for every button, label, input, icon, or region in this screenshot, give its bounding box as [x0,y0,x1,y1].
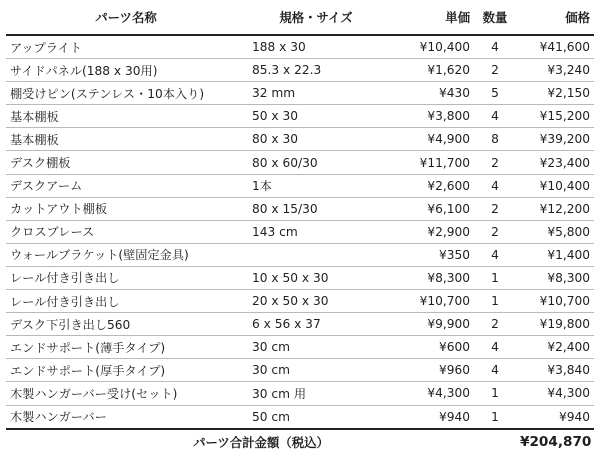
row-quantity: 1 [474,382,516,405]
table-row [6,313,594,336]
row-spec-size: 85.3 x 22.3 [246,59,386,82]
row-unit-price: ¥1,620 [386,59,474,82]
table-row [6,382,594,405]
row-price: ¥39,200 [516,128,594,151]
row-price: ¥3,840 [516,359,594,382]
row-spec-size: 80 x 15/30 [246,197,386,220]
row-spec-size: 30 cm 用 [246,382,386,405]
parts-table-header [6,0,594,35]
table-row [6,174,594,197]
table-row [6,59,594,82]
summary-row [6,429,594,454]
row-quantity: 8 [474,128,516,151]
header-spec-size: 規格・サイズ [246,0,386,35]
row-part-name: サイドパネル(188 x 30用) [6,59,246,82]
table-row [6,359,594,382]
row-price: ¥41,600 [516,35,594,59]
header-price: 価格 [516,0,594,35]
row-part-name: エンドサポート(厚手タイプ) [6,359,246,382]
row-part-name: クロスブレース [6,220,246,243]
row-unit-price: ¥600 [386,336,474,359]
row-price: ¥4,300 [516,382,594,405]
table-row [6,290,594,313]
row-part-name: デスクアーム [6,174,246,197]
row-quantity: 1 [474,405,516,429]
row-unit-price: ¥11,700 [386,151,474,174]
row-unit-price: ¥8,300 [386,266,474,289]
row-quantity: 2 [474,220,516,243]
row-unit-price: ¥2,600 [386,174,474,197]
parts-table-body [6,35,594,454]
row-part-name: レール付き引き出し [6,266,246,289]
row-spec-size: 10 x 50 x 30 [246,266,386,289]
table-row [6,105,594,128]
row-part-name: カットアウト棚板 [6,197,246,220]
row-spec-size: 1本 [246,174,386,197]
row-price: ¥10,700 [516,290,594,313]
table-row [6,243,594,266]
row-spec-size [246,243,386,266]
row-price: ¥5,800 [516,220,594,243]
row-part-name: レール付き引き出し [6,290,246,313]
row-unit-price: ¥4,900 [386,128,474,151]
row-price: ¥2,400 [516,336,594,359]
row-unit-price: ¥10,400 [386,35,474,59]
row-quantity: 4 [474,105,516,128]
row-quantity: 4 [474,336,516,359]
table-row [6,35,594,59]
row-part-name: 基本棚板 [6,105,246,128]
row-quantity: 4 [474,359,516,382]
summary-label: パーツ合計金額（税込） [6,429,516,454]
parts-table [6,0,594,454]
row-spec-size: 6 x 56 x 37 [246,313,386,336]
table-row [6,336,594,359]
row-quantity: 1 [474,266,516,289]
summary-total-value: ¥204,870 [516,429,594,454]
row-spec-size: 30 cm [246,359,386,382]
row-unit-price: ¥2,900 [386,220,474,243]
row-quantity: 2 [474,59,516,82]
row-spec-size: 32 mm [246,82,386,105]
row-unit-price: ¥3,800 [386,105,474,128]
row-quantity: 2 [474,313,516,336]
header-quantity: 数量 [474,0,516,35]
row-part-name: 木製ハンガーバー受け(セット) [6,382,246,405]
row-part-name: ウォールブラケット(壁固定金具) [6,243,246,266]
row-price: ¥23,400 [516,151,594,174]
header-row [6,0,594,35]
row-unit-price: ¥940 [386,405,474,429]
row-spec-size: 188 x 30 [246,35,386,59]
row-spec-size: 80 x 60/30 [246,151,386,174]
row-price: ¥10,400 [516,174,594,197]
row-price: ¥12,200 [516,197,594,220]
row-price: ¥8,300 [516,266,594,289]
table-row [6,266,594,289]
row-part-name: デスク下引き出し560 [6,313,246,336]
row-spec-size: 20 x 50 x 30 [246,290,386,313]
row-spec-size: 80 x 30 [246,128,386,151]
table-row [6,151,594,174]
table-row [6,82,594,105]
row-spec-size: 143 cm [246,220,386,243]
row-price: ¥1,400 [516,243,594,266]
table-row [6,128,594,151]
row-spec-size: 30 cm [246,336,386,359]
row-part-name: アップライト [6,35,246,59]
table-row [6,405,594,429]
row-part-name: 基本棚板 [6,128,246,151]
row-unit-price: ¥6,100 [386,197,474,220]
table-row [6,197,594,220]
row-price: ¥15,200 [516,105,594,128]
row-unit-price: ¥9,900 [386,313,474,336]
row-part-name: エンドサポート(薄手タイプ) [6,336,246,359]
row-unit-price: ¥960 [386,359,474,382]
row-unit-price: ¥430 [386,82,474,105]
row-unit-price: ¥350 [386,243,474,266]
row-price: ¥2,150 [516,82,594,105]
row-price: ¥19,800 [516,313,594,336]
row-spec-size: 50 x 30 [246,105,386,128]
row-part-name: 木製ハンガーバー [6,405,246,429]
row-unit-price: ¥10,700 [386,290,474,313]
row-quantity: 4 [474,35,516,59]
table-row [6,220,594,243]
row-price: ¥940 [516,405,594,429]
row-part-name: 棚受けピン(ステンレス・10本入り) [6,82,246,105]
row-spec-size: 50 cm [246,405,386,429]
row-quantity: 2 [474,197,516,220]
row-price: ¥3,240 [516,59,594,82]
row-quantity: 4 [474,174,516,197]
header-part-name: パーツ名称 [6,0,246,35]
row-quantity: 5 [474,82,516,105]
row-quantity: 4 [474,243,516,266]
row-part-name: デスク棚板 [6,151,246,174]
row-quantity: 1 [474,290,516,313]
row-quantity: 2 [474,151,516,174]
header-unit-price: 単価 [386,0,474,35]
row-unit-price: ¥4,300 [386,382,474,405]
